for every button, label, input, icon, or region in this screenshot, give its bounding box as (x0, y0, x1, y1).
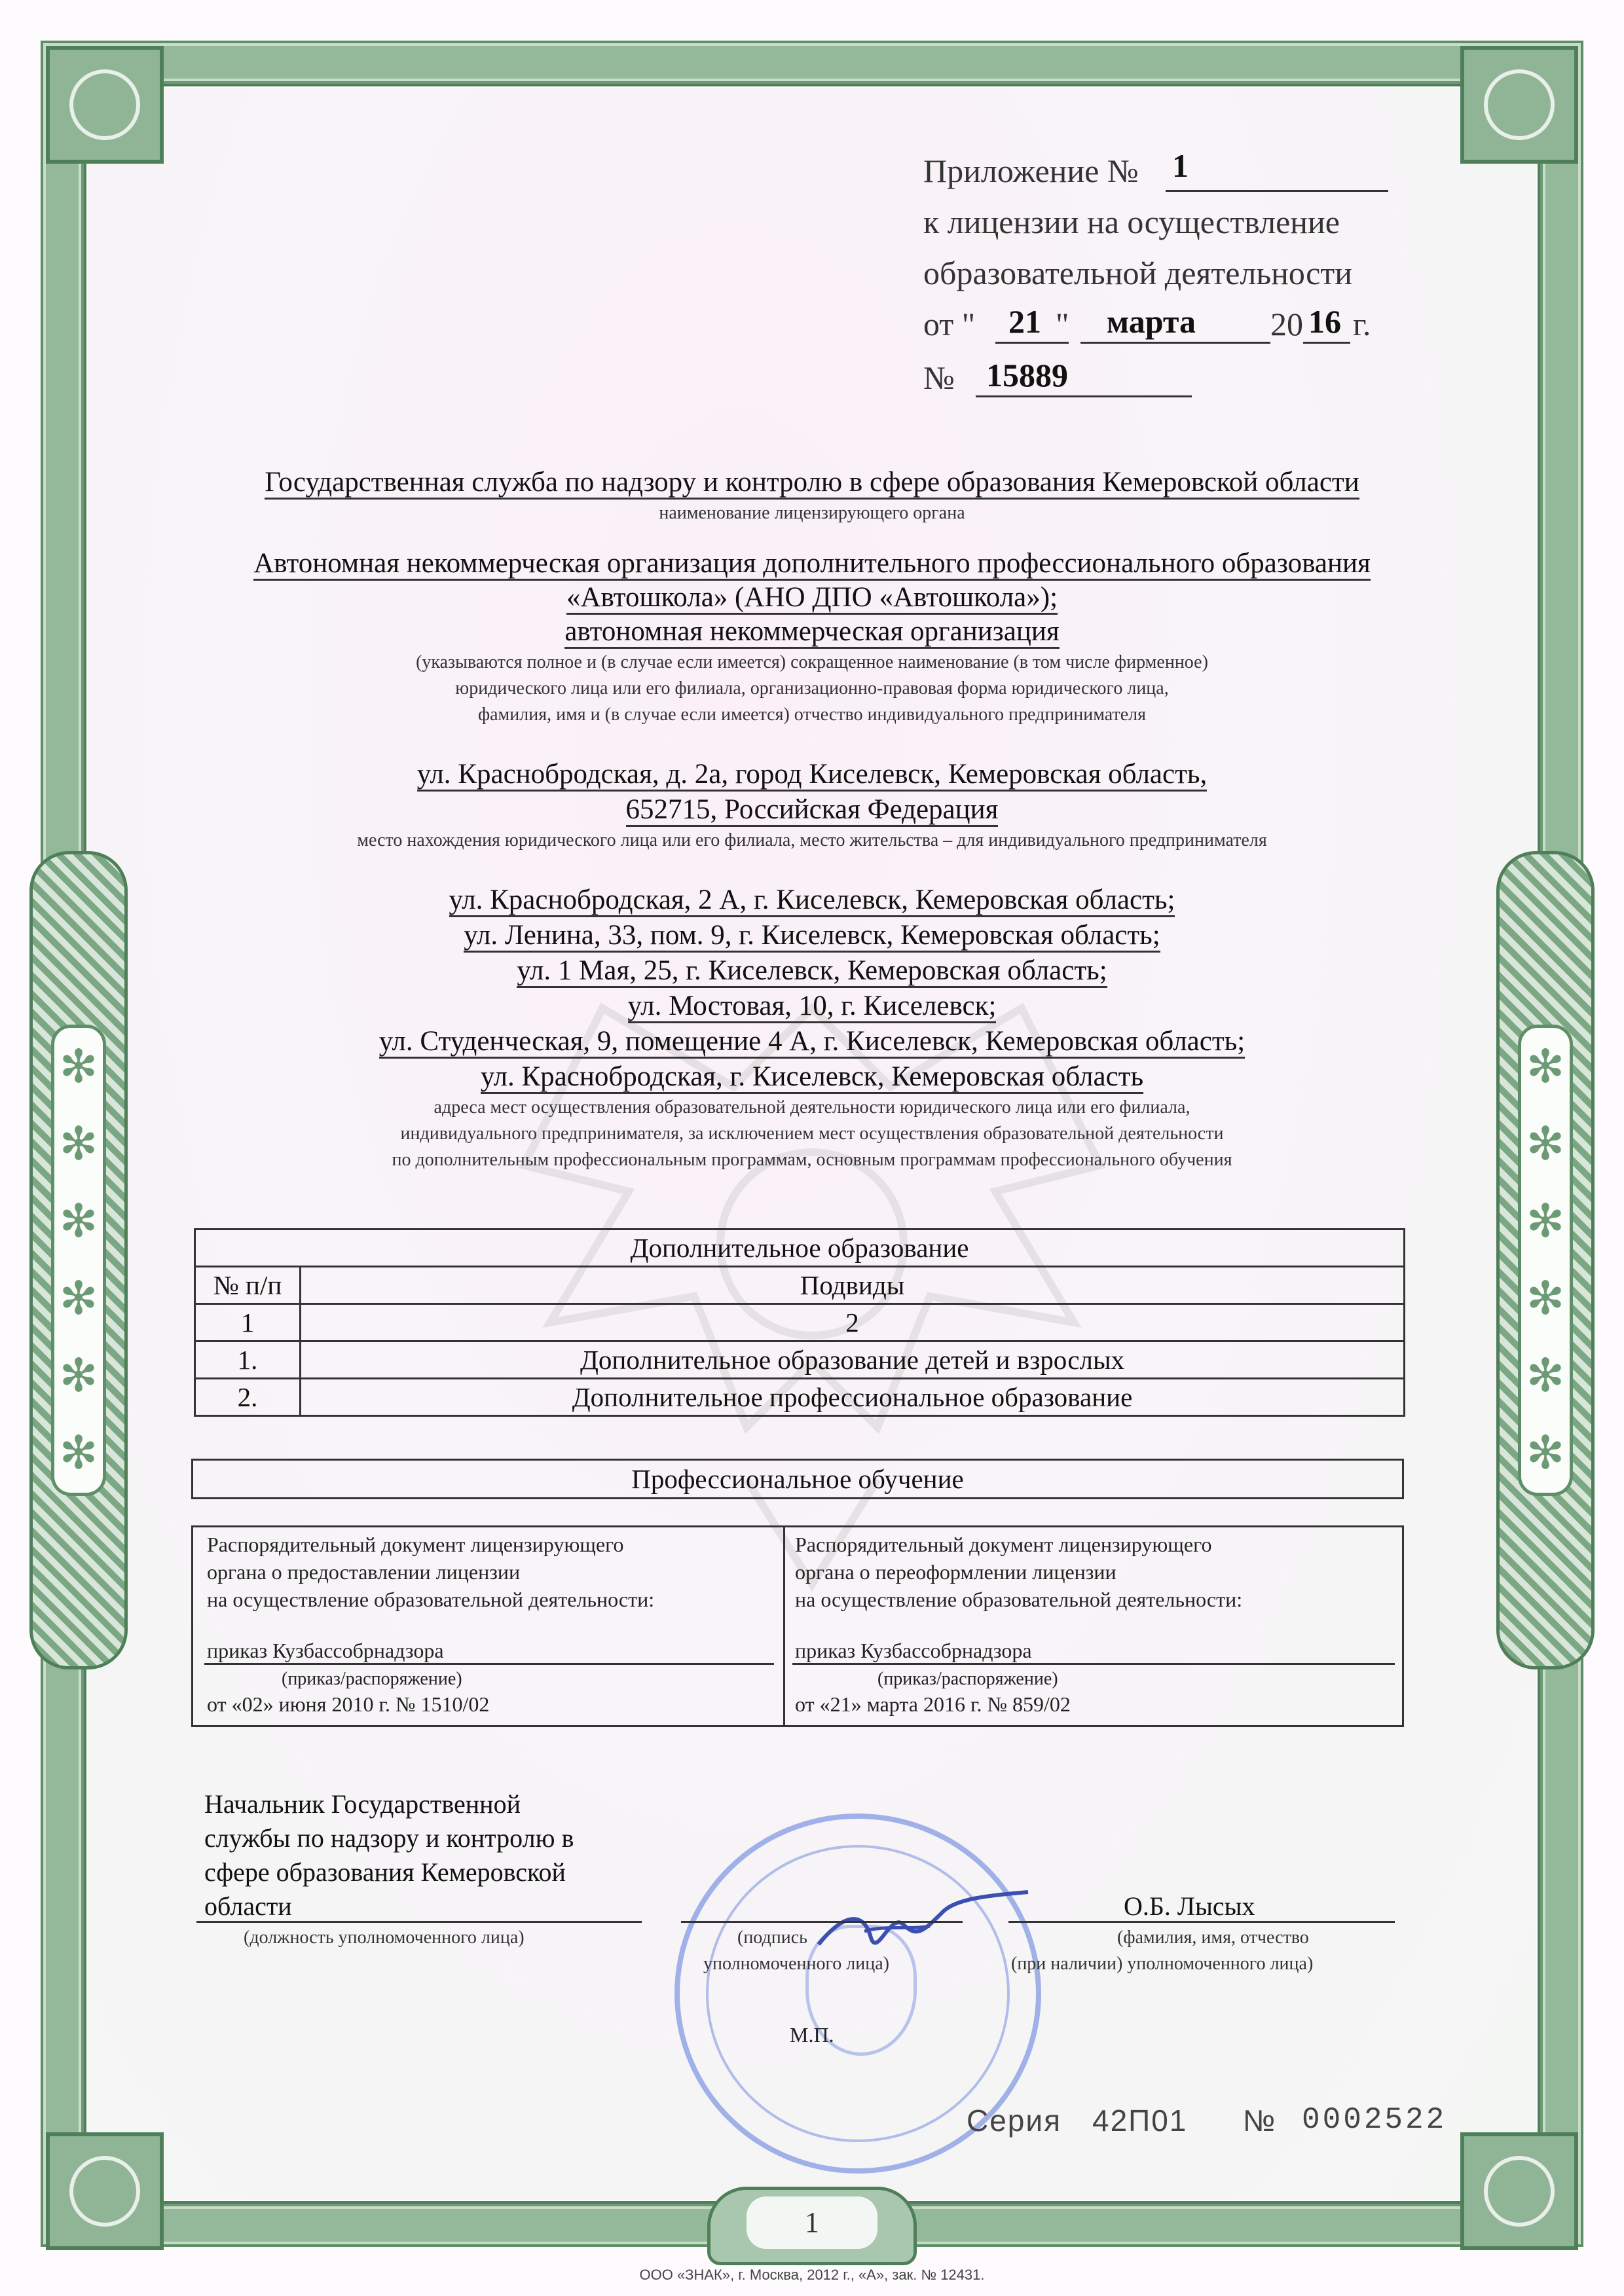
name-caption-1: (фамилия, имя, отчество (1117, 1927, 1309, 1948)
appendix-line-3: образовательной деятельности (923, 255, 1352, 291)
underline (976, 395, 1192, 397)
date-day (1008, 302, 1041, 340)
signature-caption-2: уполномоченного лица) (703, 1954, 889, 1974)
date-year-prefix: 20 (1270, 306, 1303, 342)
table-cell: 1 (195, 1304, 301, 1341)
table-cell: 2 (301, 1304, 1405, 1341)
underline (995, 342, 1069, 344)
appendix-line-2: к лицензии на осуществление (923, 204, 1340, 240)
underline (1008, 1921, 1395, 1923)
address-text: ул. Мостовая, 10, г. Киселевск; (628, 991, 997, 1023)
org-line-2: «Автошкола» (АНО ДПО «Автошкола»); (566, 582, 1058, 615)
table-row (195, 1267, 1405, 1304)
table-cell: 1. (195, 1341, 301, 1379)
table-row (195, 1230, 1405, 1267)
corner-ornament-icon (46, 46, 164, 164)
org-caption-2: юридического лица или его филиала, организационно-правовая форма юридического лица, (455, 678, 1169, 699)
address-item (0, 919, 1624, 951)
doc-left-line-2: органа о предоставлении лицензии (207, 1560, 521, 1584)
series-label: Серия (967, 2104, 1061, 2138)
doc-right-order: приказ Кузбассобрнадзора (795, 1639, 1032, 1662)
table-row (195, 1304, 1405, 1341)
number-label: № (923, 359, 955, 396)
doc-right-line-3: на осуществление образовательной деятельности: (795, 1588, 1243, 1611)
serial-number-label: № (1243, 2104, 1276, 2138)
address-item (0, 955, 1624, 987)
signature-caption-1: (подпись (737, 1927, 807, 1948)
position-caption: (должность уполномоченного лица) (244, 1927, 525, 1948)
org-line-1: Автономная некоммерческая организация дополнительного профессионального образования (253, 548, 1371, 581)
location-line-1: ул. Краснобродская, д. 2а, город Киселевск, Кемеровская область, (417, 759, 1208, 792)
doc-right-order-caption: (приказ/распоряжение) (877, 1669, 1058, 1689)
date-day-value: 21 (1008, 303, 1041, 340)
underline (1080, 342, 1270, 344)
organization (0, 581, 1624, 613)
location (0, 793, 1624, 826)
doc-right-line-2: органа о переоформлении лицензии (795, 1560, 1116, 1584)
address-item (0, 1025, 1624, 1057)
addresses-caption-2: индивидуального предпринимателя, за исключением мест осуществления образовательной деятельности (400, 1123, 1224, 1144)
address-item (0, 1061, 1624, 1093)
date-year-unit: г. (1353, 306, 1371, 342)
date-month-value: марта (1107, 303, 1196, 340)
appendix-number (1172, 147, 1189, 185)
page-number: 1 (747, 2196, 877, 2249)
training-box (191, 1459, 1404, 1499)
table-cell: Дополнительное профессиональное образование (301, 1379, 1405, 1416)
licensing-body-caption: наименование лицензирующего органа (659, 503, 965, 523)
appendix-number-value: 1 (1172, 147, 1189, 184)
page-number-ornament-icon (707, 2187, 917, 2265)
organization (0, 547, 1624, 579)
location-line-2: 652715, Российская Федерация (626, 794, 999, 827)
doc-left-line-1: Распорядительный документ лицензирующего (207, 1533, 624, 1556)
signature-icon (792, 1886, 1041, 1964)
series-value: 42П01 (1092, 2104, 1188, 2138)
side-ornament-icon: ✻ ✻ ✻ ✻ ✻ ✻ (1496, 851, 1595, 1669)
doc-right-date: от «21» марта 2016 г. № 859/02 (795, 1692, 1071, 1716)
underline (1303, 342, 1350, 344)
position-line-1: Начальник Государственной (204, 1789, 521, 1819)
stamp-label: М.П. (790, 2023, 834, 2047)
org-caption-3: фамилия, имя и (в случае если имеется) отчество индивидуального предпринимателя (477, 704, 1147, 725)
doc-left-order-caption: (приказ/распоряжение) (282, 1669, 462, 1689)
signatory-name: О.Б. Лысых (1124, 1891, 1255, 1921)
column-header-subtypes: Подвиды (301, 1267, 1405, 1304)
location-caption: место нахождения юридического лица или его филиала, место жительства – для индивидуального предпринимателя (357, 830, 1267, 850)
date-month (1107, 302, 1196, 340)
license-number (986, 356, 1068, 394)
serial-number-value: 0002522 (1302, 2103, 1447, 2137)
underline (204, 1663, 774, 1665)
address-text: ул. Краснобродская, г. Киселевск, Кемеровская область (481, 1061, 1143, 1094)
address-text: ул. Ленина, 33, пом. 9, г. Киселевск, Кемеровская область; (464, 920, 1160, 953)
address-text: ул. Краснобродская, 2 А, г. Киселевск, Кемеровская область; (449, 884, 1175, 917)
doc-left-date: от «02» июня 2010 г. № 1510/02 (207, 1692, 490, 1716)
divider (783, 1525, 785, 1727)
side-ornament-icon: ✻ ✻ ✻ ✻ ✻ ✻ (29, 851, 128, 1669)
doc-right-line-1: Распорядительный документ лицензирующего (795, 1533, 1212, 1556)
address-text: ул. 1 Мая, 25, г. Киселевск, Кемеровская область; (517, 955, 1107, 988)
education-table (194, 1228, 1405, 1417)
doc-left-line-3: на осуществление образовательной деятельности: (207, 1588, 655, 1611)
location (0, 758, 1624, 790)
org-line-3: автономная некоммерческая организация (564, 616, 1059, 649)
training-title: Профессиональное обучение (631, 1464, 964, 1494)
licensing-body (0, 466, 1624, 498)
corner-ornament-icon (46, 2132, 164, 2250)
position-line-3: сфере образования Кемеровской (204, 1857, 566, 1887)
appendix-label: Приложение № (923, 153, 1139, 189)
date-year-suffix (1308, 302, 1341, 340)
name-caption-2: (при наличии) уполномоченного лица) (1011, 1954, 1314, 1974)
organization (0, 615, 1624, 647)
corner-ornament-icon (1460, 2132, 1578, 2250)
license-number-value: 15889 (986, 357, 1068, 393)
table-row (195, 1341, 1405, 1379)
table-cell: Дополнительное образование детей и взрослых (301, 1341, 1405, 1379)
table-cell: 2. (195, 1379, 301, 1416)
doc-left-order: приказ Кузбассобрнадзора (207, 1639, 444, 1662)
address-text: ул. Студенческая, 9, помещение 4 А, г. Киселевск, Кемеровская область; (379, 1026, 1245, 1059)
date-year-suffix-value: 16 (1308, 303, 1341, 340)
column-header-number: № п/п (195, 1267, 301, 1304)
addresses-caption-1: адреса мест осуществления образовательной деятельности юридического лица или его филиала, (434, 1097, 1190, 1118)
org-caption-1: (указываются полное и (в случае если имеется) сокращенное наименование (в том числе фирменное) (416, 652, 1208, 672)
table-title: Дополнительное образование (195, 1230, 1405, 1267)
date-quote: " (1056, 306, 1069, 342)
underline (792, 1663, 1395, 1665)
table-row (195, 1379, 1405, 1416)
printer-imprint: ООО «ЗНАК», г. Москва, 2012 г., «А», зак. № 12431. (639, 2267, 985, 2283)
position-line-4: области (204, 1891, 292, 1921)
position-line-2: службы по надзору и контролю в (204, 1823, 574, 1853)
address-item (0, 884, 1624, 916)
licensing-body-name: Государственная служба по надзору и контролю в сфере образования Кемеровской области (265, 467, 1359, 500)
date-prefix: от " (923, 306, 976, 342)
underline (681, 1921, 963, 1923)
address-item (0, 990, 1624, 1022)
corner-ornament-icon (1460, 46, 1578, 164)
underline (196, 1921, 642, 1923)
underline (1166, 190, 1388, 192)
addresses-caption-3: по дополнительным профессиональным программам, основным программам профессионального обучения (392, 1150, 1232, 1170)
